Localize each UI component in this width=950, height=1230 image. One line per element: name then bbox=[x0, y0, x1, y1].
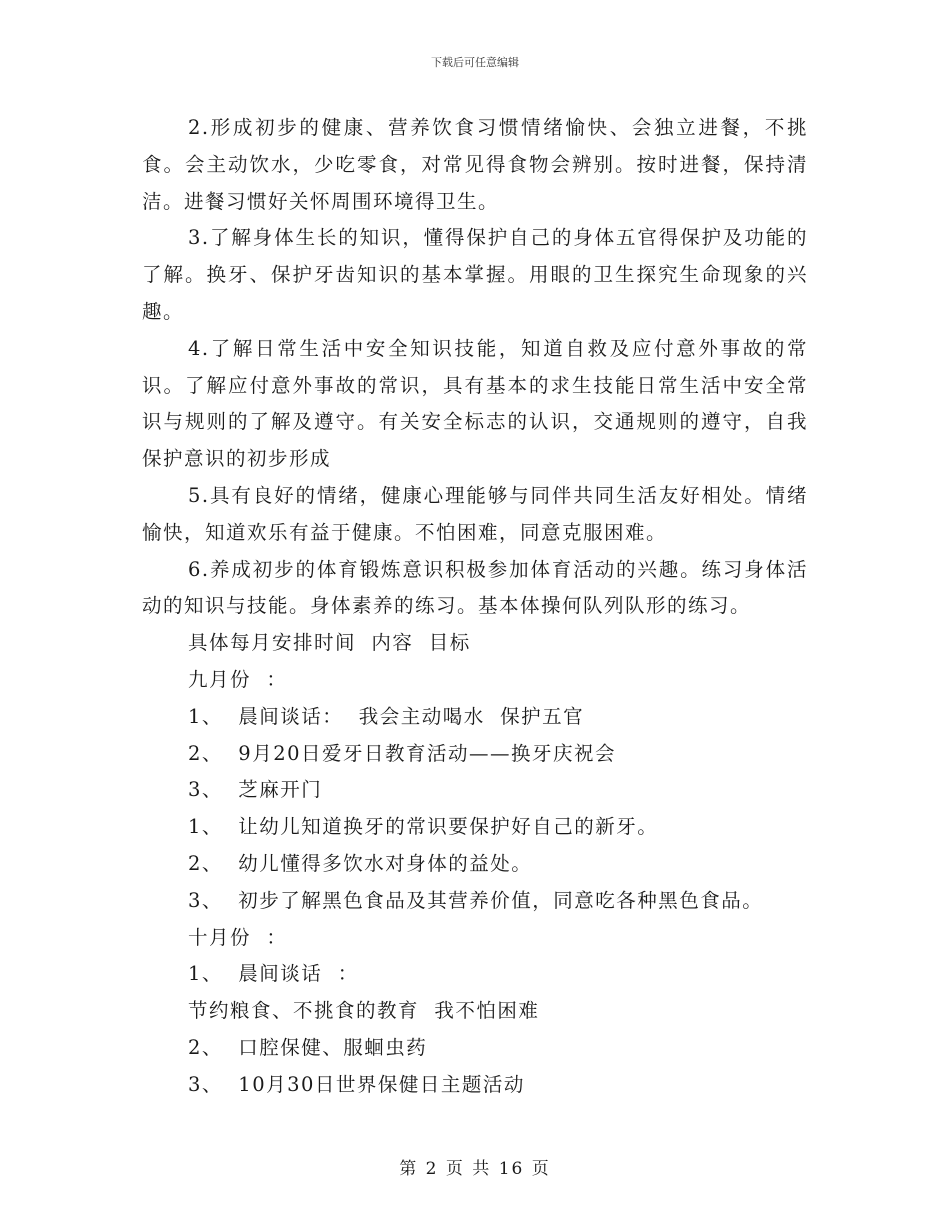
schedule-heading: 具体每月安排时间 内容 目标 bbox=[188, 631, 471, 655]
paragraph-exercise: 6.养成初步的体育锻炼意识积极参加体育活动的兴趣。练习身体活动的知识与技能。身体素养的练习。基本体操何队列队形的练习。 bbox=[142, 557, 808, 618]
document-body bbox=[142, 110, 808, 1104]
list-item: 1、 晨间谈话 ： bbox=[188, 962, 359, 986]
page-number: 第 2 页 共 16 页 bbox=[399, 1159, 551, 1179]
paragraph-emotion: 5.具有良好的情绪，健康心理能够与同伴共同生活友好相处。情绪愉快，知道欢乐有益于健康。不怕困难，同意克服困难。 bbox=[142, 483, 808, 544]
paragraph-safety: 4.了解日常生活中安全知识技能，知道自救及应付意外事故的常识。了解应付意外事故的常识，具有基本的求生技能日常生活中安全常识与规则的了解及遵守。有关安全标志的认识，交通规则的遵守，自我保护意识的初步形成 bbox=[142, 336, 808, 471]
page-header: 下载后可任意编辑 bbox=[431, 56, 519, 69]
list-item: 1、 让幼儿知道换牙的常识要保护好自己的新牙。 bbox=[188, 815, 659, 839]
paragraph-health-habits: 2.形成初步的健康、营养饮食习惯情绪愉快、会独立进餐，不挑食。会主动饮水，少吃零食，对常见得食物会辨别。按时进餐，保持清洁。进餐习惯好关怀周围环境得卫生。 bbox=[142, 116, 808, 213]
list-item: 3、 10月30日世界保健日主题活动 bbox=[188, 1072, 525, 1096]
month-september: 九月份 ： bbox=[188, 667, 288, 691]
paragraph-body-knowledge: 3.了解身体生长的知识，懂得保护自己的身体五官得保护及功能的了解。换牙、保护牙齿知识的基本掌握。用眼的卫生探究生命现象的兴趣。 bbox=[142, 226, 808, 323]
list-item: 3、 初步了解黑色食品及其营养价值，同意吃各种黑色食品。 bbox=[188, 888, 764, 912]
list-item: 2、 幼儿懂得多饮水对身体的益处。 bbox=[188, 851, 533, 875]
month-october: 十月份 ： bbox=[188, 925, 288, 949]
list-item: 节约粮食、不挑食的教育 我不怕困难 bbox=[188, 999, 540, 1023]
list-item: 2、 口腔保健、服蛔虫药 bbox=[188, 1035, 428, 1059]
list-item: 1、 晨间谈话： 我会主动喝水 保护五官 bbox=[188, 704, 585, 728]
list-item: 3、 芝麻开门 bbox=[188, 778, 323, 802]
list-item: 2、 9月20日爱牙日教育活动——换牙庆祝会 bbox=[188, 741, 617, 765]
